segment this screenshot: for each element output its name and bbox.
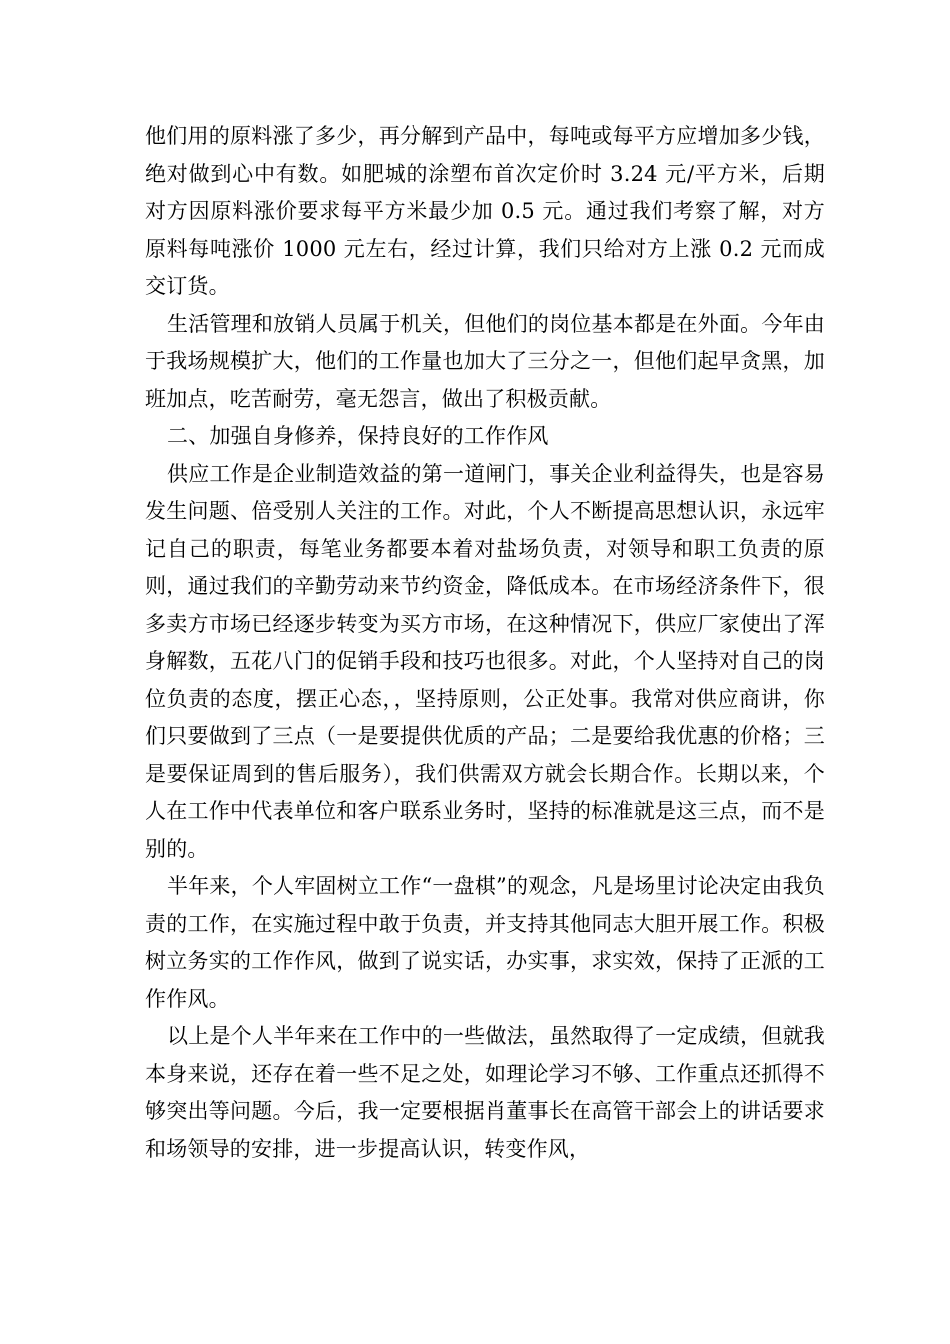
section-heading-two: 二、加强自身修养，保持良好的工作作风: [167, 424, 549, 448]
paragraph-summary: 以上是个人半年来在工作中的一些做法，虽然取得了一定成绩，但就我本身来说，还存在着一些不足之处，如理论学习不够、工作重点还抓得不够突出等问题。今后，我一定要根据肖董事长在高管干部会上的讲话要求和场领导的安排，进一步提高认识，转变作风，: [145, 1024, 825, 1161]
document-body: [145, 118, 825, 1168]
paragraph-price-negotiation: 他们用的原料涨了多少，再分解到产品中，每吨或每平方应增加多少钱，绝对做到心中有数。如肥城的涂塑布首次定价时 3.24 元/平方米，后期对方因原料涨价要求每平方米最少加 0.5 元。通过我们考察了解，对方原料每吨涨价 1000 元左右，经过计算，我们只给对方上涨 0.2 元而成交订货。: [145, 124, 825, 298]
paragraph-supply-work: 供应工作是企业制造效益的第一道闸门，事关企业利益得失，也是容易发生问题、倍受别人关注的工作。对此，个人不断提高思想认识，永远牢记自己的职责，每笔业务都要本着对盐场负责，对领导和职工负责的原则，通过我们的辛勤劳动来节约资金，降低成本。在市场经济条件下，很多卖方市场已经逐步转变为买方市场，在这种情况下，供应厂家使出了浑身解数，五花八门的促销手段和技巧也很多。对此，个人坚持对自己的岗位负责的态度，摆正心态，，坚持原则，公正处事。我常对供应商讲，你们只要做到了三点（一是要提供优质的产品；二是要给我优惠的价格；三是要保证周到的售后服务），我们供需双方就会长期合作。长期以来，个人在工作中代表单位和客户联系业务时，坚持的标准就是这三点，而不是别的。: [145, 461, 825, 861]
paragraph-staff-contribution: 生活管理和放销人员属于机关，但他们的岗位基本都是在外面。今年由于我场规模扩大，他们的工作量也加大了三分之一，但他们起早贪黑，加班加点，吃苦耐劳，毫无怨言，做出了积极贡献。: [145, 311, 825, 411]
paragraph-half-year: 半年来，个人牢固树立工作“一盘棋”的观念，凡是场里讨论决定由我负责的工作，在实施过程中敢于负责，并支持其他同志大胆开展工作。积极树立务实的工作作风，做到了说实话，办实事，求实效，保持了正派的工作作风。: [145, 874, 825, 1011]
